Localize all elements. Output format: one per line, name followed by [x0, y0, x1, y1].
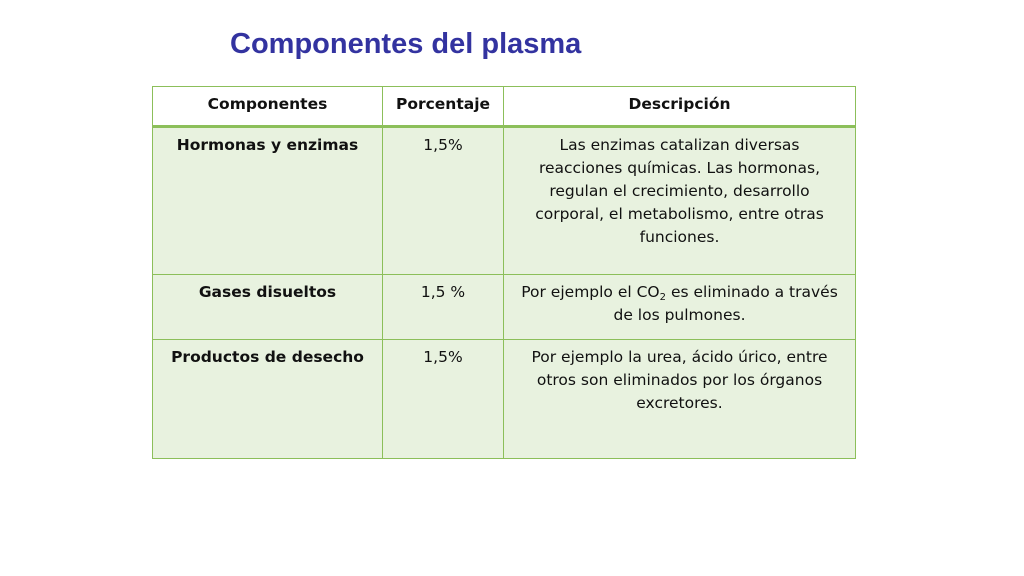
table-row	[153, 127, 856, 275]
component-percentage: 1,5%	[383, 340, 504, 459]
plasma-components-table	[152, 86, 856, 459]
table-header-row	[153, 87, 856, 127]
table-row	[153, 275, 856, 340]
header-descripcion: Descripción	[504, 87, 856, 127]
co2-subscript: 2	[659, 292, 667, 303]
component-description: Las enzimas catalizan diversas reacciones químicas. Las hormonas, regulan el crecimiento, desarrollo corporal, el metabolismo, entre otras funciones.	[504, 127, 856, 275]
table-row	[153, 340, 856, 459]
header-componentes: Componentes	[153, 87, 383, 127]
header-porcentaje: Porcentaje	[383, 87, 504, 127]
component-description: Por ejemplo la urea, ácido úrico, entre otros son eliminados por los órganos excretores.	[504, 340, 856, 459]
component-name: Hormonas y enzimas	[153, 127, 383, 275]
component-name: Gases disueltos	[153, 275, 383, 340]
component-percentage: 1,5 %	[383, 275, 504, 340]
description-text-after: es eliminado a través de los pulmones.	[613, 283, 838, 324]
component-percentage: 1,5%	[383, 127, 504, 275]
slide-title: Componentes del plasma	[230, 28, 582, 60]
component-description	[504, 275, 856, 340]
component-name: Productos de desecho	[153, 340, 383, 459]
description-text-before: Por ejemplo el CO	[521, 283, 660, 301]
